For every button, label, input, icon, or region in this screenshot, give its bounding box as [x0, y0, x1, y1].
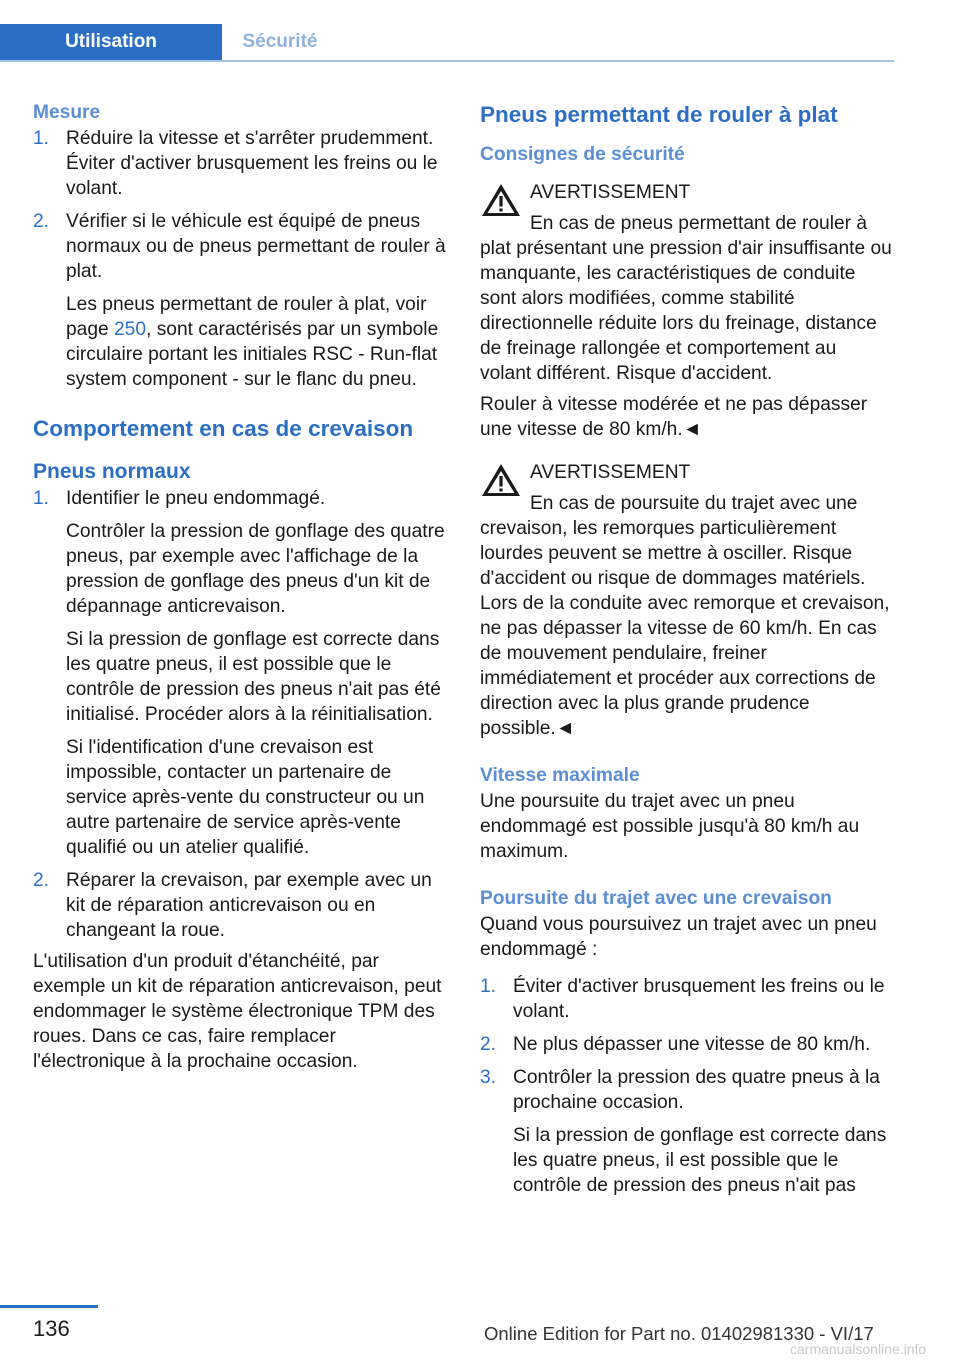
list-item — [33, 126, 451, 201]
watermark: carmanualsonline.info — [790, 1341, 927, 1357]
warning-triangle-icon — [480, 182, 522, 218]
warning-body: En cas de pneus permettant de rouler à plat présentant une pression d'air insuffisante ou manquante, les caractéristiques de conduite sont alors modifiées, comme stabilité directionnelle réduite lors du freinage, distance de freinage rallongée et comportement au volant différent. Risque d'accident. — [480, 213, 892, 384]
poursuite-heading: Poursuite du trajet avec une crevaison — [480, 888, 832, 909]
runflat-note-text-end: , sont caractérisés par un symbole circulaire portant les initiales RSC - Run-flat system component - sur le flanc du pneu. — [66, 319, 439, 390]
warning-advice: Rouler à vitesse modérée et ne pas dépasser une vitesse de 80 km/h.◄ — [480, 394, 868, 440]
runflat-heading: Pneus permettant de rouler à plat — [480, 102, 838, 127]
list-number: 2. — [33, 211, 50, 232]
list-number: 2. — [33, 870, 50, 891]
footer-rule — [0, 1305, 98, 1308]
right-column — [480, 100, 892, 1198]
list-text: Identifier le pneu endommagé. — [66, 488, 326, 509]
list-text: Vérifier si le véhicule est équipé de pneus normaux ou de pneus permettant de rouler à plat. — [66, 211, 446, 282]
list-number: 1. — [33, 128, 50, 149]
list-text: Réduire la vitesse et s'arrêter prudemment. Éviter d'activer brusquement les freins ou le volant. — [66, 128, 438, 199]
left-column — [33, 100, 451, 1074]
tab-utilisation[interactable]: Utilisation — [0, 24, 222, 60]
list-text: Réparer la crevaison, par exemple avec un kit de réparation anticrevaison ou en changeant la roue. — [66, 870, 432, 941]
list-number: 2. — [480, 1034, 497, 1055]
section-tabs — [0, 24, 894, 62]
list-item — [480, 1032, 892, 1057]
pneus-normaux-heading: Pneus normaux — [33, 460, 191, 483]
list-paragraph: Si la pression de gonflage est correcte dans les quatre pneus, il est possible que le contrôle de pression des pneus n'ait pas été initialisé. Procéder alors à la réinitialisation. — [66, 629, 441, 725]
list-number: 1. — [33, 488, 50, 509]
edition-line: Online Edition for Part no. 01402981330 - VI/17 — [484, 1323, 874, 1344]
vitesse-text: Une poursuite du trajet avec un pneu endommagé est possible jusqu'à 80 km/h au maximum. — [480, 791, 860, 862]
warning-body: En cas de poursuite du trajet avec une crevaison, les remorques particulièrement lourdes peuvent se mettre à osciller. Risque d'accident ou risque de dommages matériels. Lors de la conduite avec remorque et crevaison, ne pas dépasser la vitesse de 60 km/h. En cas de mouvement pendulaire, freiner immédiatement et procéder aux corrections de direction avec la plus grande prudence possible.◄ — [480, 493, 890, 739]
page-number: 136 — [33, 1316, 70, 1341]
vitesse-heading: Vitesse maximale — [480, 765, 640, 786]
consignes-heading: Consignes de sécurité — [480, 144, 685, 165]
list-item — [33, 209, 451, 392]
tab-securite[interactable]: Sécurité — [242, 31, 318, 52]
list-paragraph: Si la pression de gonflage est correcte dans les quatre pneus, il est possible que le contrôle de pression des pneus n'ait pas — [513, 1125, 887, 1196]
page-link[interactable]: 250 — [114, 319, 147, 340]
warning-block — [480, 460, 892, 741]
poursuite-intro: Quand vous poursuivez un trajet avec un pneu endommagé : — [480, 914, 877, 960]
list-text: Éviter d'activer brusquement les freins ou le volant. — [513, 976, 885, 1022]
list-number: 1. — [480, 976, 497, 997]
runflat-note-text: Les pneus permettant de rouler à plat, voir page — [66, 294, 427, 340]
list-number: 3. — [480, 1067, 497, 1088]
list-item — [480, 974, 892, 1024]
comportement-heading: Comportement en cas de crevaison — [33, 416, 414, 441]
tpm-paragraph: L'utilisation d'un produit d'étanchéité, par exemple un kit de réparation anticrevaison, peut endommager le système électronique TPM des roues. Dans ce cas, faire remplacer l'électronique à la prochaine occasion. — [33, 951, 442, 1072]
warning-triangle-icon — [480, 462, 522, 498]
list-text: Ne plus dépasser une vitesse de 80 km/h. — [513, 1034, 871, 1055]
list-paragraph: Contrôler la pression de gonflage des quatre pneus, par exemple avec l'affichage de la pression de gonflage des pneus d'un kit de dépannage anticrevaison. — [66, 521, 445, 617]
runflat-note — [66, 292, 451, 392]
list-text: Contrôler la pression des quatre pneus à la prochaine occasion. — [513, 1067, 880, 1113]
tab-divider — [0, 60, 894, 62]
list-paragraph: Si l'identification d'une crevaison est impossible, contacter un partenaire de service après-vente du constructeur ou un autre partenaire de service après-vente qualifié ou un atelier qualifié. — [66, 737, 425, 858]
warning-title: AVERTISSEMENT — [530, 182, 691, 203]
list-item — [33, 868, 451, 943]
list-item — [480, 1065, 892, 1198]
warning-block — [480, 180, 892, 386]
list-item — [33, 486, 451, 860]
warning-title: AVERTISSEMENT — [530, 462, 691, 483]
mesure-heading: Mesure — [33, 102, 101, 123]
